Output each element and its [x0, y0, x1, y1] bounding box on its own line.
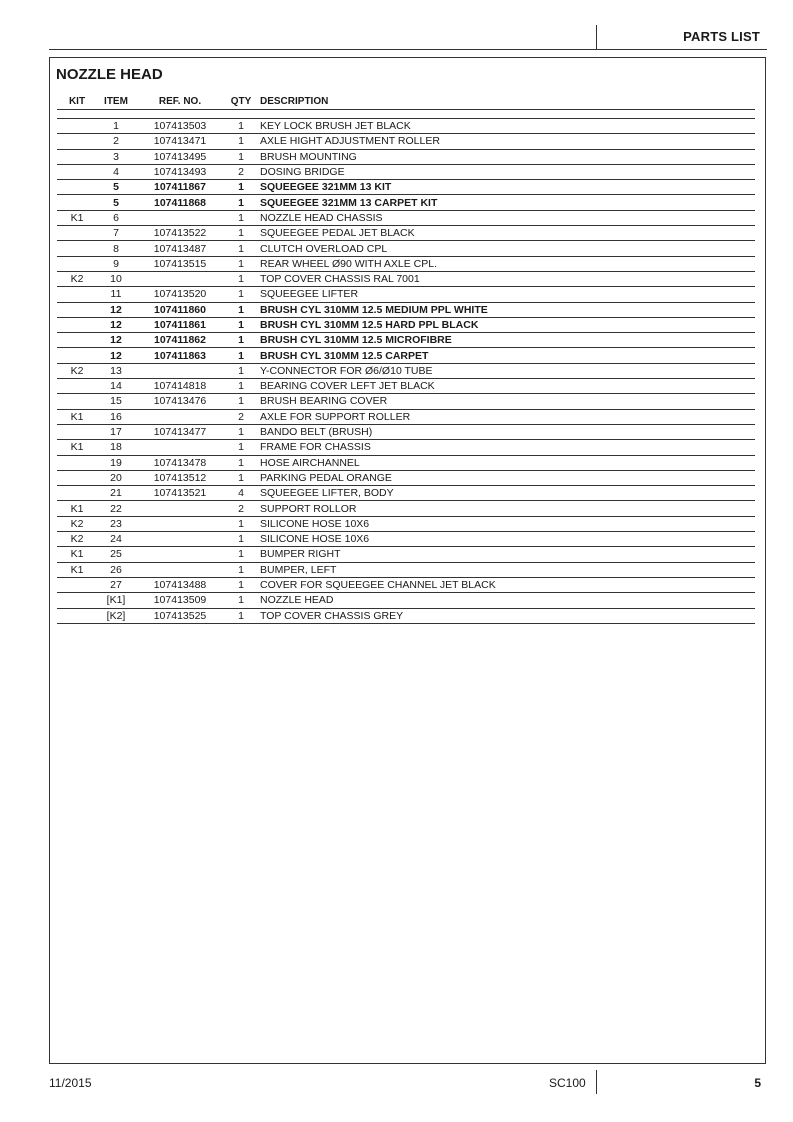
- cell-qty: 1: [225, 271, 257, 286]
- cell-ref-no: [135, 547, 225, 562]
- cell-ref-no: [135, 501, 225, 516]
- table-row: [57, 271, 755, 286]
- cell-item: 11: [97, 287, 135, 302]
- cell-kit: K2: [57, 271, 97, 286]
- cell-kit: [57, 593, 97, 608]
- cell-ref-no: 107413509: [135, 593, 225, 608]
- cell-item: 9: [97, 256, 135, 271]
- cell-item: 12: [97, 348, 135, 363]
- parts-table: [57, 93, 755, 624]
- cell-ref-no: [135, 409, 225, 424]
- cell-qty: 1: [225, 379, 257, 394]
- cell-ref-no: 107413521: [135, 486, 225, 501]
- table-row: [57, 379, 755, 394]
- cell-description: SILICONE HOSE 10X6: [257, 516, 755, 531]
- cell-ref-no: [135, 210, 225, 225]
- cell-kit: [57, 348, 97, 363]
- cell-kit: [57, 608, 97, 623]
- cell-kit: [57, 577, 97, 592]
- cell-item: 17: [97, 424, 135, 439]
- table-row: [57, 440, 755, 455]
- table-row: [57, 256, 755, 271]
- cell-description: CLUTCH OVERLOAD CPL: [257, 241, 755, 256]
- parts-table-body: [57, 110, 755, 624]
- cell-ref-no: 107413471: [135, 134, 225, 149]
- cell-ref-no: 107413525: [135, 608, 225, 623]
- table-spacer-row: [57, 110, 755, 119]
- cell-item: 22: [97, 501, 135, 516]
- cell-item: 3: [97, 149, 135, 164]
- cell-kit: [57, 287, 97, 302]
- cell-ref-no: 107413477: [135, 424, 225, 439]
- table-row: [57, 562, 755, 577]
- cell-description: BRUSH MOUNTING: [257, 149, 755, 164]
- cell-ref-no: [135, 440, 225, 455]
- cell-qty: 1: [225, 333, 257, 348]
- cell-description: TOP COVER CHASSIS GREY: [257, 608, 755, 623]
- cell-qty: 2: [225, 409, 257, 424]
- cell-qty: 1: [225, 455, 257, 470]
- cell-item: 1: [97, 119, 135, 134]
- column-header-qty: QTY: [225, 93, 257, 110]
- cell-qty: 1: [225, 287, 257, 302]
- cell-description: BRUSH CYL 310MM 12.5 CARPET: [257, 348, 755, 363]
- cell-ref-no: 107413522: [135, 226, 225, 241]
- cell-item: 18: [97, 440, 135, 455]
- cell-kit: [57, 241, 97, 256]
- cell-ref-no: [135, 271, 225, 286]
- cell-kit: K1: [57, 501, 97, 516]
- cell-item: 4: [97, 164, 135, 179]
- column-header-item: ITEM: [97, 93, 135, 110]
- cell-qty: 1: [225, 149, 257, 164]
- cell-qty: 1: [225, 348, 257, 363]
- cell-kit: [57, 470, 97, 485]
- cell-description: SILICONE HOSE 10X6: [257, 532, 755, 547]
- cell-qty: 2: [225, 164, 257, 179]
- cell-description: BUMPER RIGHT: [257, 547, 755, 562]
- page-number: 5: [754, 1076, 761, 1090]
- cell-qty: 1: [225, 180, 257, 195]
- cell-item: 20: [97, 470, 135, 485]
- cell-qty: 1: [225, 470, 257, 485]
- cell-description: SUPPORT ROLLOR: [257, 501, 755, 516]
- table-row: [57, 119, 755, 134]
- table-row: [57, 302, 755, 317]
- cell-description: AXLE FOR SUPPORT ROLLER: [257, 409, 755, 424]
- cell-kit: K2: [57, 363, 97, 378]
- cell-qty: 1: [225, 134, 257, 149]
- cell-ref-no: 107411860: [135, 302, 225, 317]
- cell-ref-no: 107413520: [135, 287, 225, 302]
- cell-ref-no: 107413493: [135, 164, 225, 179]
- cell-description: FRAME FOR CHASSIS: [257, 440, 755, 455]
- cell-item: 27: [97, 577, 135, 592]
- cell-qty: 1: [225, 577, 257, 592]
- cell-qty: 1: [225, 608, 257, 623]
- table-row: [57, 134, 755, 149]
- table-row: [57, 241, 755, 256]
- cell-qty: 1: [225, 317, 257, 332]
- table-row: [57, 149, 755, 164]
- cell-qty: 1: [225, 424, 257, 439]
- section-title: NOZZLE HEAD: [56, 66, 163, 83]
- cell-qty: 1: [225, 440, 257, 455]
- table-row: [57, 593, 755, 608]
- cell-item: 5: [97, 180, 135, 195]
- cell-description: SQUEEGEE 321MM 13 KIT: [257, 180, 755, 195]
- table-row: [57, 577, 755, 592]
- cell-ref-no: 107413515: [135, 256, 225, 271]
- cell-ref-no: 107413478: [135, 455, 225, 470]
- cell-description: Y-CONNECTOR FOR Ø6/Ø10 TUBE: [257, 363, 755, 378]
- cell-kit: [57, 486, 97, 501]
- cell-description: SQUEEGEE PEDAL JET BLACK: [257, 226, 755, 241]
- cell-ref-no: 107413487: [135, 241, 225, 256]
- footer-date: 11/2015: [49, 1076, 92, 1090]
- table-row: [57, 486, 755, 501]
- cell-qty: 2: [225, 501, 257, 516]
- cell-ref-no: [135, 516, 225, 531]
- cell-kit: [57, 379, 97, 394]
- cell-qty: 1: [225, 226, 257, 241]
- cell-kit: [57, 180, 97, 195]
- cell-ref-no: [135, 363, 225, 378]
- page-header-title: PARTS LIST: [683, 29, 760, 44]
- cell-item: 21: [97, 486, 135, 501]
- table-row: [57, 501, 755, 516]
- header-divider: [596, 25, 597, 49]
- cell-item: [K2]: [97, 608, 135, 623]
- cell-ref-no: 107411867: [135, 180, 225, 195]
- table-row: [57, 195, 755, 210]
- cell-item: 15: [97, 394, 135, 409]
- cell-item: 16: [97, 409, 135, 424]
- column-header-ref-no: REF. NO.: [135, 93, 225, 110]
- cell-item: 12: [97, 302, 135, 317]
- cell-ref-no: 107413503: [135, 119, 225, 134]
- cell-description: TOP COVER CHASSIS RAL 7001: [257, 271, 755, 286]
- cell-item: 26: [97, 562, 135, 577]
- cell-description: COVER FOR SQUEEGEE CHANNEL JET BLACK: [257, 577, 755, 592]
- cell-item: 25: [97, 547, 135, 562]
- cell-qty: 1: [225, 241, 257, 256]
- table-row: [57, 516, 755, 531]
- cell-description: BRUSH CYL 310MM 12.5 MICROFIBRE: [257, 333, 755, 348]
- cell-kit: [57, 333, 97, 348]
- cell-item: 10: [97, 271, 135, 286]
- cell-item: 12: [97, 317, 135, 332]
- cell-item: 2: [97, 134, 135, 149]
- cell-description: SQUEEGEE 321MM 13 CARPET KIT: [257, 195, 755, 210]
- cell-description: BANDO BELT (BRUSH): [257, 424, 755, 439]
- cell-qty: 1: [225, 119, 257, 134]
- table-row: [57, 210, 755, 225]
- cell-kit: K2: [57, 516, 97, 531]
- cell-ref-no: 107413488: [135, 577, 225, 592]
- cell-description: KEY LOCK BRUSH JET BLACK: [257, 119, 755, 134]
- cell-kit: [57, 394, 97, 409]
- table-row: [57, 394, 755, 409]
- table-row: [57, 532, 755, 547]
- cell-description: BRUSH CYL 310MM 12.5 MEDIUM PPL WHITE: [257, 302, 755, 317]
- cell-ref-no: 107413512: [135, 470, 225, 485]
- cell-ref-no: 107414818: [135, 379, 225, 394]
- cell-item: 24: [97, 532, 135, 547]
- cell-ref-no: 107413476: [135, 394, 225, 409]
- cell-description: HOSE AIRCHANNEL: [257, 455, 755, 470]
- cell-qty: 1: [225, 302, 257, 317]
- cell-kit: K1: [57, 440, 97, 455]
- cell-item: 5: [97, 195, 135, 210]
- cell-kit: K1: [57, 409, 97, 424]
- cell-item: 12: [97, 333, 135, 348]
- cell-ref-no: [135, 532, 225, 547]
- footer-divider: [596, 1070, 597, 1094]
- cell-ref-no: 107411862: [135, 333, 225, 348]
- column-header-description: DESCRIPTION: [257, 93, 755, 110]
- cell-qty: 1: [225, 516, 257, 531]
- cell-ref-no: 107411868: [135, 195, 225, 210]
- table-row: [57, 409, 755, 424]
- header-rule: [49, 49, 767, 50]
- cell-kit: [57, 164, 97, 179]
- cell-qty: 1: [225, 394, 257, 409]
- cell-kit: K1: [57, 547, 97, 562]
- cell-description: REAR WHEEL Ø90 WITH AXLE CPL.: [257, 256, 755, 271]
- cell-description: NOZZLE HEAD: [257, 593, 755, 608]
- cell-description: NOZZLE HEAD CHASSIS: [257, 210, 755, 225]
- cell-ref-no: 107411863: [135, 348, 225, 363]
- cell-kit: [57, 119, 97, 134]
- cell-item: 23: [97, 516, 135, 531]
- cell-qty: 1: [225, 256, 257, 271]
- table-row: [57, 164, 755, 179]
- cell-description: AXLE HIGHT ADJUSTMENT ROLLER: [257, 134, 755, 149]
- cell-kit: K2: [57, 532, 97, 547]
- cell-qty: 1: [225, 532, 257, 547]
- cell-qty: 1: [225, 195, 257, 210]
- table-header-row: [57, 93, 755, 110]
- table-row: [57, 547, 755, 562]
- cell-item: 14: [97, 379, 135, 394]
- table-row: [57, 180, 755, 195]
- footer-model: SC100: [549, 1076, 586, 1090]
- cell-description: BRUSH CYL 310MM 12.5 HARD PPL BLACK: [257, 317, 755, 332]
- cell-item: 7: [97, 226, 135, 241]
- table-row: [57, 363, 755, 378]
- cell-ref-no: 107413495: [135, 149, 225, 164]
- cell-item: 19: [97, 455, 135, 470]
- cell-qty: 1: [225, 562, 257, 577]
- cell-kit: [57, 455, 97, 470]
- cell-kit: [57, 424, 97, 439]
- table-row: [57, 348, 755, 363]
- cell-kit: K1: [57, 210, 97, 225]
- cell-kit: [57, 256, 97, 271]
- table-row: [57, 424, 755, 439]
- table-row: [57, 226, 755, 241]
- cell-description: BEARING COVER LEFT JET BLACK: [257, 379, 755, 394]
- cell-kit: [57, 134, 97, 149]
- cell-kit: [57, 226, 97, 241]
- cell-qty: 1: [225, 210, 257, 225]
- cell-description: DOSING BRIDGE: [257, 164, 755, 179]
- cell-description: SQUEEGEE LIFTER: [257, 287, 755, 302]
- cell-item: 13: [97, 363, 135, 378]
- table-row: [57, 455, 755, 470]
- cell-description: SQUEEGEE LIFTER, BODY: [257, 486, 755, 501]
- cell-qty: 1: [225, 593, 257, 608]
- cell-kit: [57, 317, 97, 332]
- cell-kit: [57, 149, 97, 164]
- cell-item: [K1]: [97, 593, 135, 608]
- cell-description: BRUSH BEARING COVER: [257, 394, 755, 409]
- cell-qty: 1: [225, 363, 257, 378]
- table-row: [57, 333, 755, 348]
- cell-kit: K1: [57, 562, 97, 577]
- table-row: [57, 608, 755, 623]
- table-row: [57, 287, 755, 302]
- cell-description: PARKING PEDAL ORANGE: [257, 470, 755, 485]
- cell-item: 8: [97, 241, 135, 256]
- column-header-kit: KIT: [57, 93, 97, 110]
- table-row: [57, 317, 755, 332]
- cell-qty: 1: [225, 547, 257, 562]
- cell-description: BUMPER, LEFT: [257, 562, 755, 577]
- table-row: [57, 470, 755, 485]
- cell-item: 6: [97, 210, 135, 225]
- cell-ref-no: 107411861: [135, 317, 225, 332]
- cell-qty: 4: [225, 486, 257, 501]
- cell-ref-no: [135, 562, 225, 577]
- cell-kit: [57, 302, 97, 317]
- cell-kit: [57, 195, 97, 210]
